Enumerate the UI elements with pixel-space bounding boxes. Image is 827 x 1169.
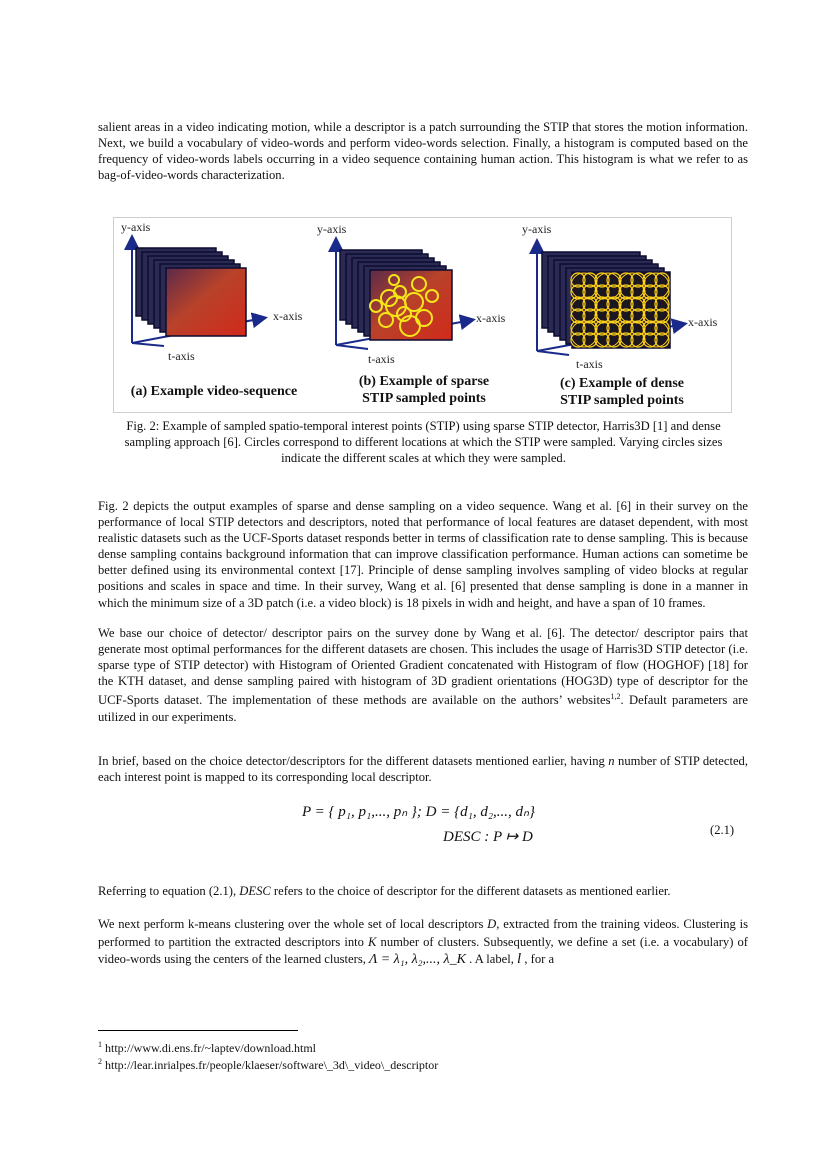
fig2-discussion-paragraph: Fig. 2 depicts the output examples of sparse and dense sampling on a video sequence. Wang et al. [6] in their survey on the performance of local STIP detectors and descriptors, noted that performance of local features are dataset dependent, with most realistic datasets such as the UCF-Sports dataset responds better in terms of classification rate to dense sampling. This is because dense sampling contains background information that can improve classification performance. Human actions can sometime be better defined using its environmental context [17]. Principle of dense sampling involves sampling of video blocks at regular positions and scales in space and time. In their survey, Wang et al. [6] presented that dense sampling is done in a manner in which the minimum size of a 3D patch (i.e. a video block) is 18 pixels in widh and height, and have a span of 10 frames. <box>98 499 748 610</box>
figure-2 <box>113 217 732 413</box>
panel-a-label <box>114 383 314 400</box>
kmeans-c: number of clusters. Subsequently, we define a set (i.e. a vocabulary) of video-words using the centers of the learned clusters, <box>98 934 748 966</box>
panel-c-dense-stip <box>537 242 684 355</box>
panel-b-y-axis-label: y-axis <box>317 222 347 236</box>
panel-a-x-axis-label: x-axis <box>273 309 303 323</box>
panel-a-y-axis-label: y-axis <box>121 220 151 234</box>
panel-c-label-line2: STIP sampled points <box>560 393 684 408</box>
kmeans-e: , for a <box>521 952 555 966</box>
kmeans-lambda: Λ = λ₁, λ₂,..., λ_K <box>369 952 466 967</box>
reference-paragraph <box>98 883 748 899</box>
footnote-2-text: http://lear.inrialpes.fr/people/klaeser/software\_3d\_video\_descriptor <box>102 1058 439 1072</box>
figure-caption: Fig. 2: Example of sampled spatio-temporal interest points (STIP) using sparse STIP detector, Harris3D [1] and dense sampling approach [6]. Circles correspond to different locations at which the STIP were sampled. Varying circles sizes indicate the different scales at which they were sampled. <box>124 419 723 465</box>
footnote-ref: 1,2 <box>610 692 621 702</box>
panel-c-x-axis-label: x-axis <box>688 315 718 329</box>
footnote-1-num: 1 <box>98 1040 102 1049</box>
panel-a-frame <box>166 268 246 336</box>
panel-b-label <box>324 373 524 407</box>
detector-choice-paragraph <box>98 625 748 725</box>
equation-line1: P = { p₁, p₁,..., pₙ }; D = {d₁, d₂,..., dₙ} <box>302 804 536 820</box>
detector-choice-tail: . Default parameters are utilized in our experiments. <box>98 693 748 724</box>
equation-line2: DESC : P ↦ D <box>443 829 533 845</box>
kmeans-paragraph <box>98 916 748 969</box>
kmeans-K: K <box>368 934 377 949</box>
equation-number: (2.1) <box>710 823 735 837</box>
panel-b-label-line2: STIP sampled points <box>362 391 486 406</box>
panel-b-label-line1: (b) Example of sparse <box>358 374 490 389</box>
panel-b-t-axis-label: t-axis <box>368 352 395 366</box>
brief-pre: In brief, based on the choice detector/descriptors for the different datasets mentioned earlier, having <box>98 754 609 768</box>
detector-choice-text: We base our choice of detector/ descriptor pairs on the survey done by Wang et al. [6]. The detector/ descriptor pairs that generate most optimal performances for the different datasets are chosen. This includes the usage of Harris3D STIP detector (i.e. sparse type of STIP detector) with Histogram of Oriented Gradient concatenated with Histogram of flow (HOGHOF) [18] for the KTH dataset, and dense sampling paired with histogram of 3D gradient orientations (HOG3D) type of descriptor for the UCF-Sports dataset. The implementation of these methods are available on the authors’ websites <box>98 626 748 708</box>
panel-b-x-axis-label: x-axis <box>476 311 506 325</box>
panel-c-label-line1: (c) Example of dense <box>559 376 685 391</box>
panel-a-video-sequence <box>132 238 264 346</box>
footnote-1-text: http://www.di.ens.fr/~laptev/download.html <box>102 1041 317 1055</box>
kmeans-a: We next perform k-means clustering over the whole set of local descriptors <box>98 917 488 931</box>
panel-c-t-axis-label: t-axis <box>576 357 603 371</box>
panel-a-t-axis-label: t-axis <box>168 349 195 363</box>
footnote-2 <box>98 1055 438 1072</box>
footnote-2-num: 2 <box>98 1057 102 1066</box>
panel-c-y-axis-label: y-axis <box>522 222 552 236</box>
brief-n: n <box>608 754 615 768</box>
panel-a-label-line1: (a) Example video-sequence <box>130 384 298 399</box>
panel-b-sparse-stip <box>336 240 472 349</box>
kmeans-l: l <box>517 951 522 967</box>
footnote-rule <box>98 1030 298 1031</box>
panel-c-label <box>522 375 722 409</box>
ref-desc: DESC <box>239 884 271 898</box>
footnote-1 <box>98 1038 316 1055</box>
brief-post: number of STIP detected, each interest point is mapped to its corresponding local descriptor. <box>98 754 748 785</box>
intro-paragraph: salient areas in a video indicating motion, while a descriptor is a patch surrounding the STIP that stores the motion information. Next, we build a vocabulary of video-words and perform video-words selection. Finally, a histogram is computed based on the frequency of video-words labels occurring in a video sequence containing human action. This histogram is what we refer to as bag-of-video-words characterization. <box>98 120 748 183</box>
kmeans-D: D <box>487 917 497 931</box>
ref-post: refers to the choice of descriptor for the different datasets as mentioned earlier. <box>270 884 671 898</box>
brief-paragraph <box>98 753 748 785</box>
kmeans-b: , extracted from the training videos. Clustering is performed to partition the extracted descriptors into <box>98 917 748 949</box>
kmeans-d: . A label, <box>465 952 518 966</box>
ref-pre: Referring to equation (2.1), <box>98 884 240 898</box>
